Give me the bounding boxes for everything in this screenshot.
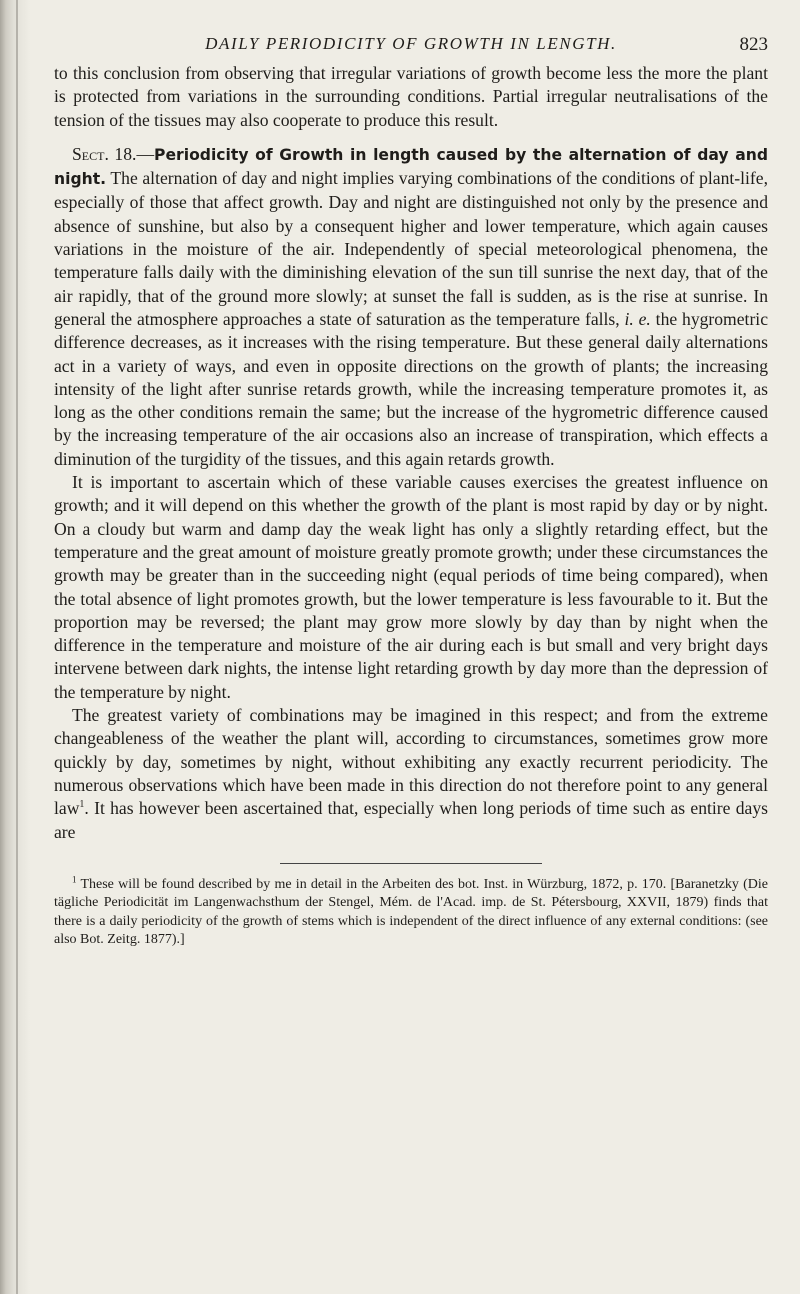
paragraph-continuation: to this conclusion from observing that irregular variations of growth become less the more the plant is protected from variations in the surrounding conditions. Partial irregular neutralisations of the tension of the tissues may also cooperate to produce this result. <box>54 63 768 130</box>
combinations-text-part2: . It has however been ascertained that, especially when long periods of time such as entire days are <box>54 798 768 842</box>
section-text-part1: The alternation of day and night implies varying combinations of the conditions of plant-life, especially of those that affect growth. Day and night are distinguished not only by the presence and absence of sunshine, but also by a consequent higher and lower temperature, which again causes variations in the moisture of the air. Independently of special meteorological phenomena, the temperature falls daily with the diminishing elevation of the sun till sunrise the next day, that of the air rapidly, that of the ground more slowly; at sunset the fall is sudden, as is the rise at sunrise. In general the atmosphere approaches a state of saturation as the temperature falls, <box>54 168 768 329</box>
book-page <box>54 0 768 949</box>
paragraph-section-18 <box>54 143 768 471</box>
combinations-text-part1: The greatest variety of combinations may be imagined in this respect; and from the extreme changeableness of the weather the plant will, according to circumstances, sometimes grow more quickly by day, sometimes by night, without exhibiting any exactly recurrent periodicity. The numerous observations which have been made in this direction do not therefore point to any general law <box>54 705 768 819</box>
footnote-divider <box>280 863 542 864</box>
paragraph-variable-causes: It is important to ascertain which of these variable causes exercises the greatest influence on growth; and it will depend on this whether the growth of the plant is most rapid by day or by night. On a cloudy but warm and damp day the weak light has only a slightly retarding effect, but the temperature and the great amount of moisture greatly promote growth; under these circumstances the growth may be greater than in the succeeding night (equal periods of time being compared), when the total absence of light promotes growth, but the lower temperature is less favourable to it. But the proportion may be reversed; the plant may grow more slowly by day than by night when the difference in the temperature and moisture of the air during each is but small and very bright days intervene between dark nights, the intense light retarding growth by day more than the depression of the temperature by night. <box>54 472 768 702</box>
section-label: Sect. 18. <box>72 143 137 164</box>
book-gutter-line <box>16 0 18 1294</box>
body-text <box>54 62 768 844</box>
running-title: DAILY PERIODICITY OF GROWTH IN LENGTH. <box>205 34 617 53</box>
footnote-reference: 1 <box>79 799 85 811</box>
page-number: 823 <box>739 34 768 55</box>
section-dash: — <box>136 143 155 164</box>
paragraph-combinations <box>54 704 768 844</box>
footnote <box>54 876 768 950</box>
book-gutter-shadow <box>0 0 30 1294</box>
section-heading: Periodicity of Growth in length caused by the alternation of day and night. <box>54 145 768 189</box>
running-head <box>54 0 768 62</box>
section-text-ie: i. e. <box>624 308 651 329</box>
footnote-text: These will be found described by me in detail in the Arbeiten des bot. Inst. in Würzburg, 1872, p. 170. [Baranetzky (Die tägliche Periodicität im Langenwachsthum der Stengel, Mém. de l'Acad. imp. de St. Pétersbourg, XXVII, 1879) finds that there is a daily periodicity of the growth of stems which is independent of the direct influence of any external conditions: (see also Bot. Zeitg. 1877).] <box>54 876 768 948</box>
footnote-marker: 1 <box>72 874 77 885</box>
section-text-part2: the hygrometric difference decreases, as it increases with the rising temperature. But these general daily alternations act in a variety of ways, and even in opposite directions on the growth of plants; the increasing intensity of the light after sunrise retards growth, while the increasing temperature promotes it, as long as the other conditions remain the same; but the increase of the hygrometric difference caused by the increasing temperature of the air occasions also an increase of transpiration, which effects a diminution of the turgidity of the tissues, and this again retards growth. <box>54 308 769 469</box>
